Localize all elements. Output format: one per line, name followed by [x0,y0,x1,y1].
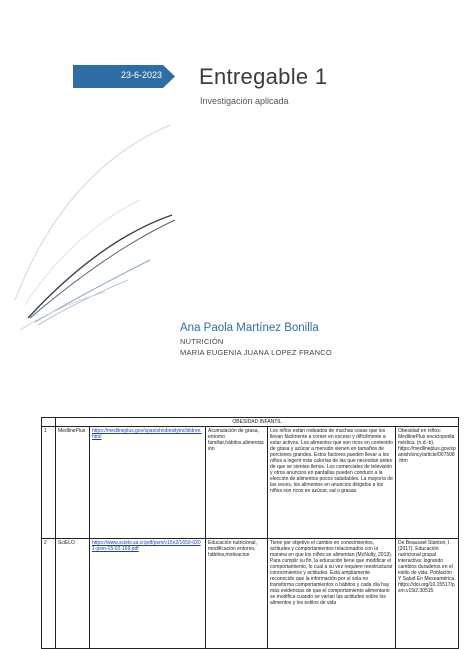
source-name: MedlinePlus [56,427,90,539]
row-number: 2 [42,539,56,649]
table-header: OBESIDAD INFANTIL [56,418,459,427]
source-name: SciELO [56,539,90,649]
course-name: NUTRICIÓN [180,337,224,346]
table-header-row [42,418,459,427]
research-table [41,417,458,649]
author-name: Ana Paola Martínez Bonilla [180,322,319,334]
teacher-name: MARIA EUGENIA JUANA LOPEZ FRANCO [180,348,332,357]
summary: Tiene por objetivo el cambio en conocimientos, actitudes y comportamientos relacionados con la manera en que los niños se alimentan (McNulty, 2013). Para cumplir su fin, la educación tiene que modificar el comportamiento, lo cual a su vez requiere reestructurar conocimientos y actitudes. Está ampliamente reconocido que la información por sí sola no transforma comportamientos o hábitos y cada día hay más evidencias de que el comportamiento alimentario se modifica cuando se varían las actitudes sobre los alimentos y los estilos de vida [268,539,396,649]
keywords: Acumulación de grasa, entorno familiar,hábitos,alimentación [206,427,268,539]
summary: Los niños están rodeados de muchas cosas que los llevan fácilmente a comer en exceso y difícilmente a estar activos. Los alimentos que son ricos en contenido de grasa y azúcar a menudo vienen en tamaños de porciones grandes. Estos factores pueden llevar a los niños a ingerir más calorías de las que necesitan antes de que se sientan llenos. Los comerciales de televisión y otros anuncios en pantallas pueden conducir a la elección de alimentos pocos saludables. La mayoría de las veces, los alimentos en anuncios dirigidos a los niños son ricos en azúcar, sal o grasas. [268,427,396,539]
reference: De Beausset Stanton, I. (2017). Educación nutricional grupal interactiva: logrando cambios duraderos en el estilo de vida. Población Y Salud En Mesoamérica. https://doi.org/10.15517/psm.v15i2.30515 [396,539,459,649]
keywords: Educación nutricional, modificación entorno, hábitos,motivacion [206,539,268,649]
source-link[interactable]: https://medlineplus.gov/spanish/obesityinchildren.html [92,428,202,440]
table-row [42,427,459,539]
document-title: Entregable 1 [199,64,328,89]
document-subtitle: Investigación aplicada [200,96,289,106]
cover-date: 23-6-2023 [121,70,163,80]
date-banner [73,65,175,88]
row-number: 1 [42,427,56,539]
table-row [42,539,459,649]
reference: Obesidad en niños: MedlinePlus enciclopedia médica. (n.d.-b). https://medlineplus.gov/spanish/ency/article/007508.htm [396,427,459,539]
source-link[interactable]: https://www.scielo.sa.cr/pdf/psm/v15n2/1659-0201-psm-15-02-169.pdf [92,540,201,552]
